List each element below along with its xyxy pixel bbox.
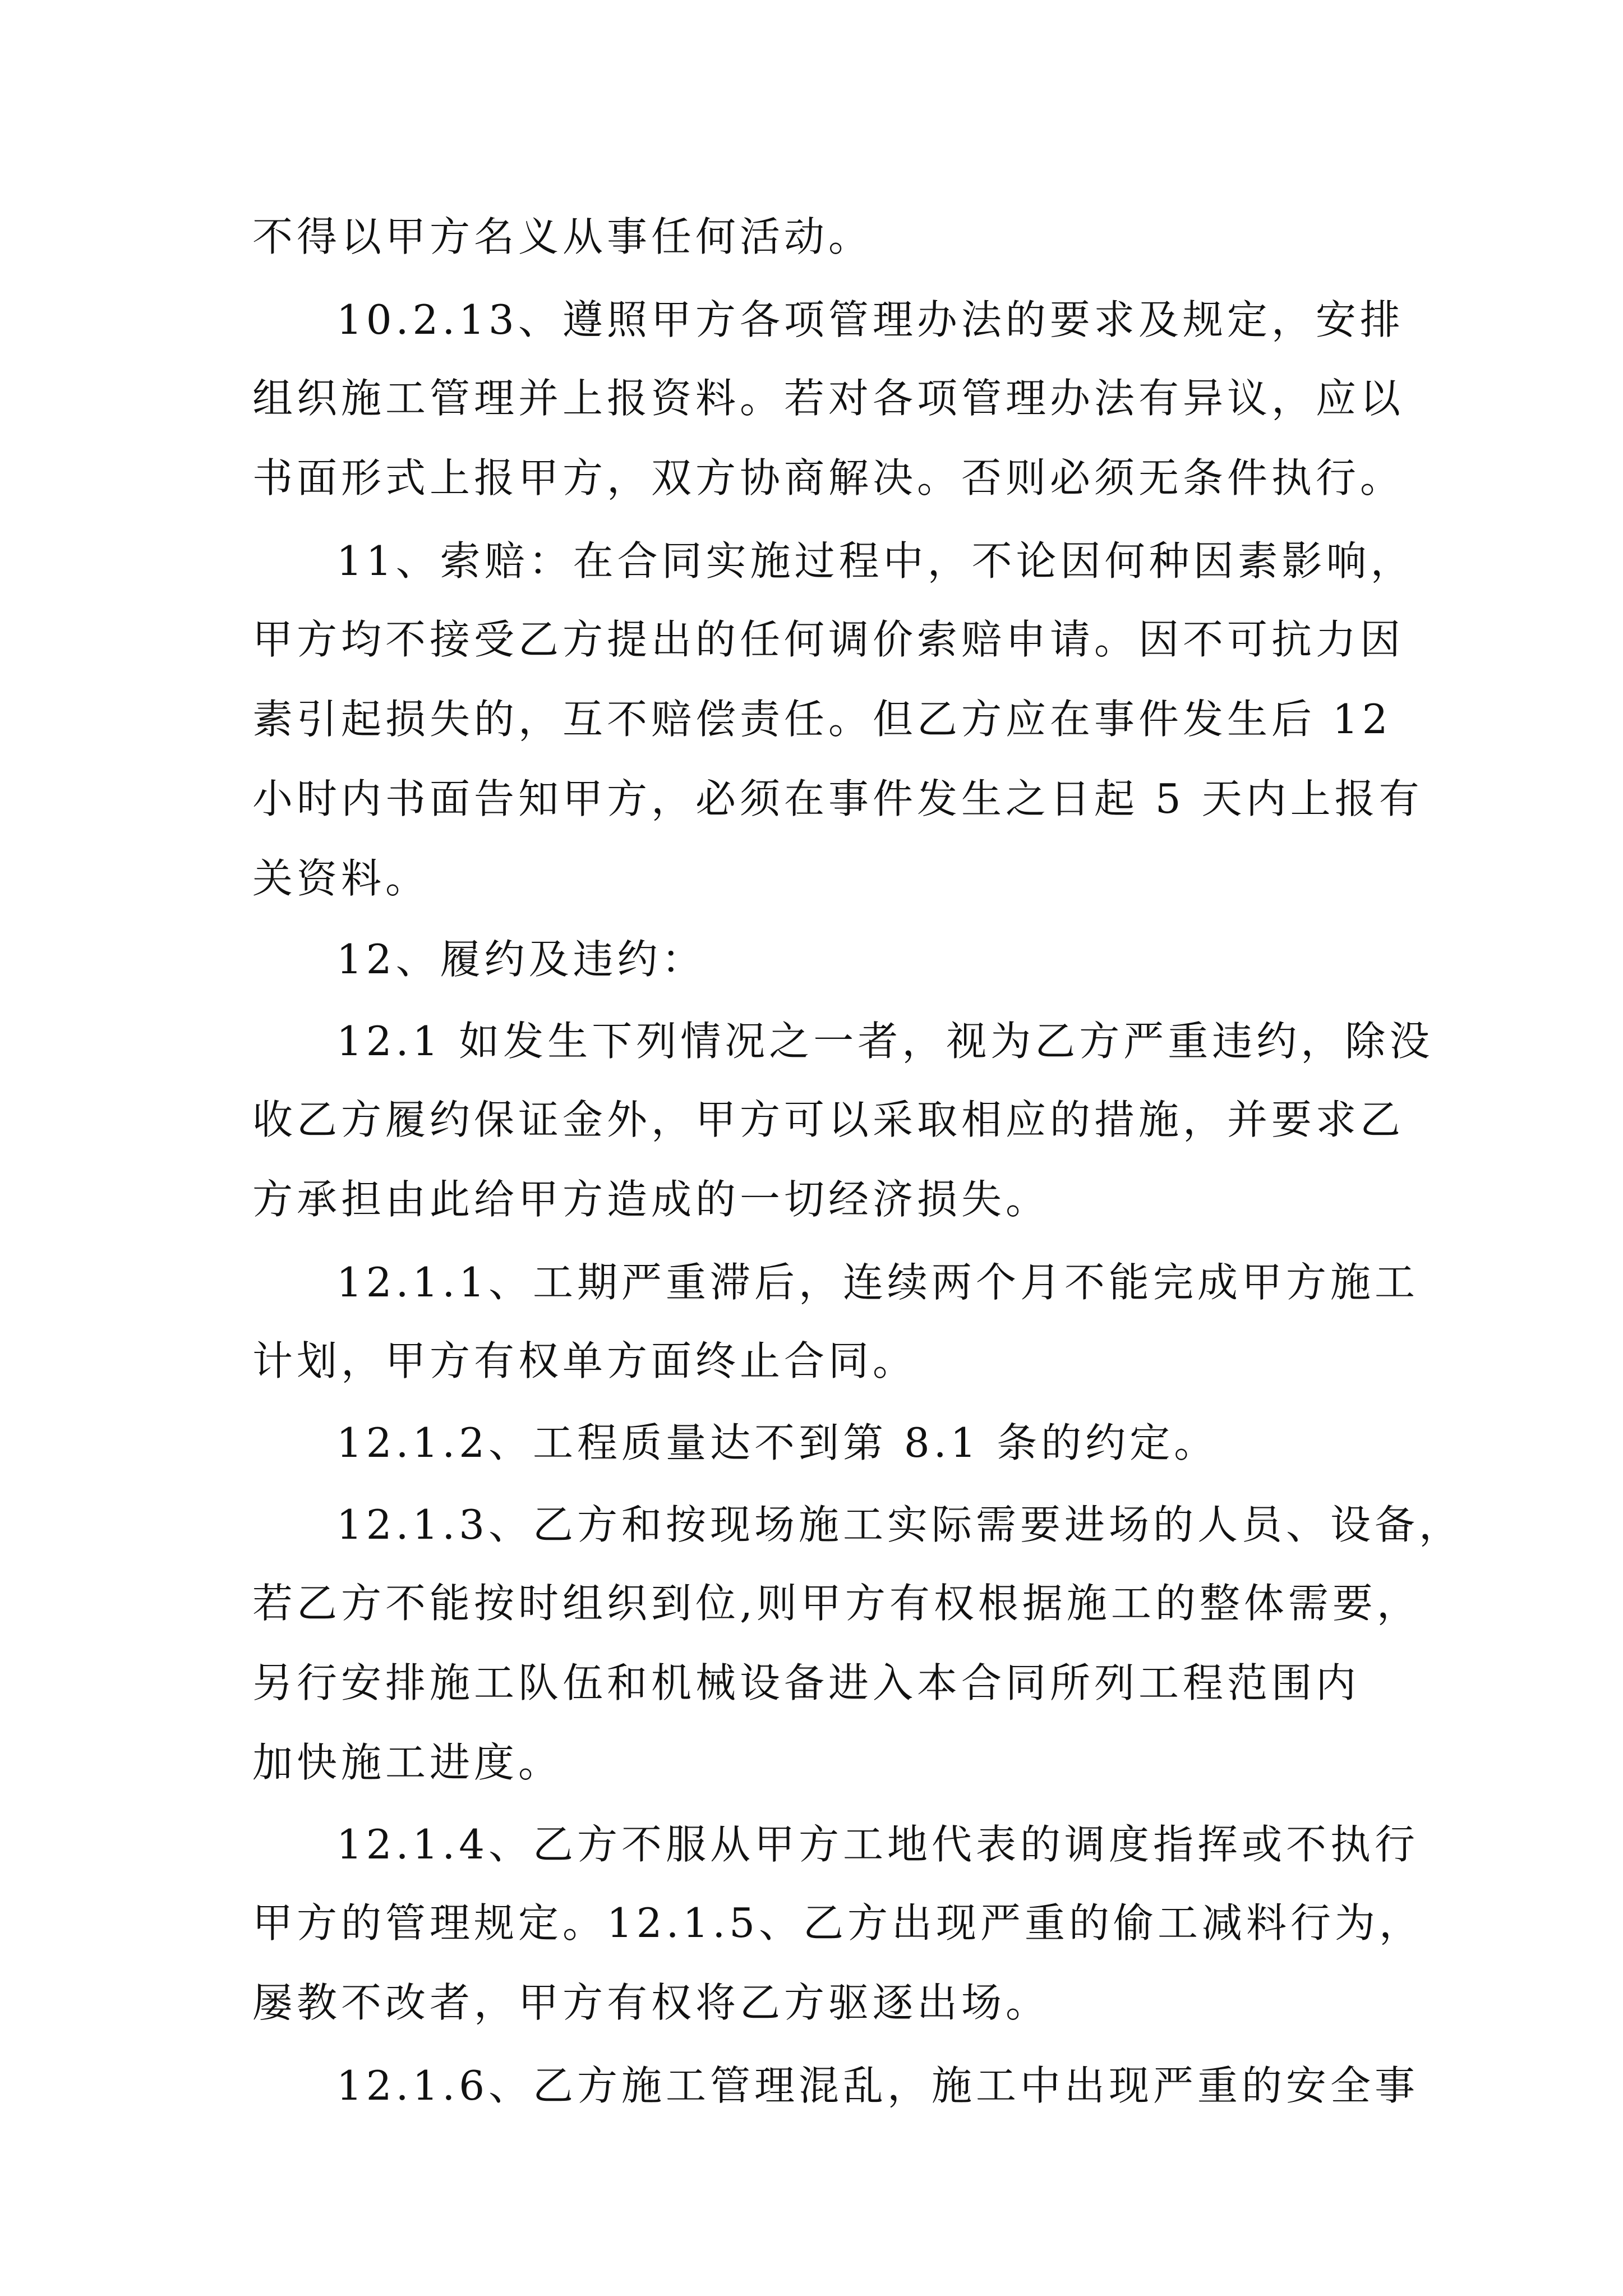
text-line: 组织施工管理并上报资料。若对各项管理办法有异议，应以	[252, 375, 1405, 422]
text-line: 书面形式上报甲方，双方协商解决。否则必须无条件执行。	[252, 454, 1405, 501]
text-line: 计划，甲方有权单方面终止合同。	[252, 1337, 917, 1384]
text-line: 12.1.4、乙方不服从甲方工地代表的调度指挥或不执行	[336, 1821, 1419, 1868]
text-line: 素引起损失的，互不赔偿责任。但乙方应在事件发生后 12	[252, 696, 1392, 743]
text-line: 方承担由此给甲方造成的一切经济损失。	[252, 1176, 1050, 1223]
text-line: 小时内书面告知甲方，必须在事件发生之日起 5 天内上报有	[252, 775, 1423, 822]
text-line: 加快施工进度。	[252, 1739, 563, 1786]
text-line: 10.2.13、遵照甲方各项管理办法的要求及规定，安排	[336, 296, 1404, 343]
text-line: 甲方均不接受乙方提出的任何调价索赔申请。因不可抗力因	[252, 616, 1405, 663]
text-line: 12.1.2、工程质量达不到第 8.1 条的约定。	[336, 1419, 1219, 1466]
text-line: 甲方的管理规定。12.1.5、乙方出现严重的偷工减料行为，	[252, 1899, 1424, 1947]
text-line: 收乙方履约保证金外，甲方可以采取相应的措施，并要求乙	[252, 1096, 1405, 1143]
text-line: 12.1.3、乙方和按现场施工实际需要进场的人员、设备，	[336, 1501, 1464, 1548]
text-line: 12、履约及违约：	[336, 936, 706, 983]
text-line: 12.1.6、乙方施工管理混乱，施工中出现严重的安全事	[336, 2062, 1419, 2109]
text-line: 若乙方不能按时组织到位,则甲方有权根据施工的整体需要，	[252, 1580, 1421, 1627]
text-line: 12.1.1、工期严重滞后，连续两个月不能完成甲方施工	[336, 1259, 1419, 1306]
text-line: 11、索赔：在合同实施过程中，不论因何种因素影响，	[336, 537, 1415, 585]
text-line: 屡教不改者，甲方有权将乙方驱逐出场。	[252, 1979, 1050, 2026]
text-line: 另行安排施工队伍和机械设备进入本合同所列工程范围内	[252, 1659, 1361, 1706]
text-line: 关资料。	[252, 855, 430, 902]
text-line: 12.1 如发生下列情况之一者，视为乙方严重违约，除没	[336, 1018, 1434, 1065]
text-line: 不得以甲方名义从事任何活动。	[252, 213, 873, 260]
